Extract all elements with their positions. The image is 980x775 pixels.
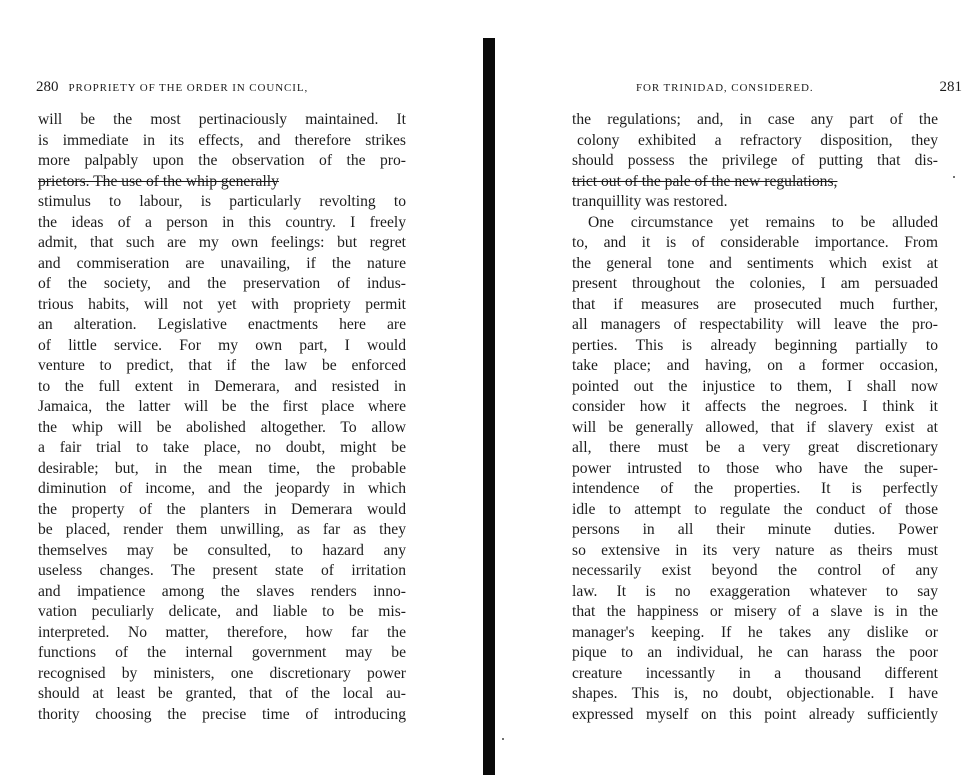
- text-line: intendence of the properties. It is perfectly: [572, 480, 938, 497]
- left-running-header: [36, 79, 408, 95]
- text-line: pique to an individual, he can harass the poor: [572, 644, 938, 661]
- text-line: should possess the privilege of putting that dis-: [572, 152, 938, 169]
- text-line: that the happiness or misery of a slave is in the: [572, 603, 938, 620]
- text-line: stimulus to labour, is particularly revolting to: [38, 193, 406, 210]
- book-gutter-spine: [483, 38, 495, 775]
- text-line: an alteration. Legislative enactments here are: [38, 316, 406, 333]
- text-line: more palpably upon the observation of the pro-: [38, 152, 406, 169]
- text-line: the ideas of a person in this country. I freely: [38, 213, 406, 231]
- text-line: and impatience among the slaves renders inno-: [38, 582, 406, 600]
- text-line: desirable; but, in the mean time, the probable: [38, 459, 406, 477]
- text-line: should at least be granted, that of the local au-: [38, 685, 406, 702]
- text-line: present throughout the colonies, I am persuaded: [572, 275, 938, 292]
- text-line: a fair trial to take place, no doubt, might be: [38, 439, 406, 456]
- text-line: vation peculiarly delicate, and liable to be mis-: [38, 603, 406, 620]
- left-running-head: PROPRIETY OF THE ORDER IN COUNCIL,: [68, 82, 309, 94]
- text-line: the whip will be abolished altogether. To allow: [38, 418, 406, 436]
- text-line: of little service. For my own part, I would: [38, 336, 406, 354]
- right-page-text: [572, 110, 938, 725]
- text-line: will be generally allowed, that if slavery exist at: [572, 418, 938, 436]
- text-line: all, there must be a very great discretionary: [572, 439, 938, 456]
- right-page-number: 281: [939, 79, 962, 95]
- left-page: [0, 0, 480, 775]
- text-line: to the full extent in Demerara, and resisted in: [38, 377, 406, 395]
- text-line: creature incessantly in a thousand different: [572, 664, 938, 682]
- text-line: the property of the planters in Demerara would: [38, 500, 406, 518]
- text-line: admit, that such are my own feelings: but regret: [38, 234, 406, 251]
- text-line: perties. This is already beginning partially to: [572, 336, 938, 354]
- text-line: the general tone and sentiments which exist at: [572, 254, 938, 272]
- text-line: shapes. This is, no doubt, objectionable. I have: [572, 685, 938, 702]
- text-line: expressed myself on this point already sufficiently: [572, 705, 938, 723]
- text-line: the regulations; and, in case any part of the: [572, 111, 938, 128]
- ink-speck: [502, 738, 504, 740]
- struck-text-line: prietors. The use of the whip generally: [38, 172, 279, 190]
- left-page-number: 280: [36, 79, 59, 95]
- text-line: be placed, render them unwilling, as far as they: [38, 521, 406, 538]
- left-page-text: [38, 110, 406, 725]
- right-page: [496, 0, 980, 775]
- text-line: venture to predict, that if the law be enforced: [38, 357, 406, 374]
- text-line: power intrusted to those who have the super-: [572, 459, 938, 477]
- text-line: so extensive in its very nature as theirs must: [572, 541, 938, 559]
- text-line: trious habits, will not yet with propriety permit: [38, 295, 406, 313]
- text-line: necessarily exist beyond the control of any: [572, 562, 938, 579]
- text-line: interpreted. No matter, therefore, how far the: [38, 623, 406, 641]
- text-line: will be the most pertinaciously maintained. It: [38, 111, 406, 128]
- text-line: useless changes. The present state of irritation: [38, 562, 406, 579]
- text-line: pointed out the injustice to them, I shall now: [572, 377, 938, 395]
- text-line: manager's keeping. If he takes any dislike or: [572, 623, 938, 641]
- text-line: idle to attempt to regulate the conduct of those: [572, 500, 938, 518]
- text-line: of the society, and the preservation of indus-: [38, 275, 406, 292]
- text-line: all managers of respectability will leave the pro-: [572, 316, 938, 333]
- text-line: functions of the internal government may be: [38, 644, 406, 661]
- text-line: consider how it affects the negroes. I think it: [572, 398, 938, 415]
- struck-text-line: trict out of the pale of the new regulations,: [572, 172, 838, 190]
- text-line: law. It is no exaggeration whatever to say: [572, 582, 938, 600]
- text-line: take place; and having, on a former occasion,: [572, 357, 938, 374]
- text-line: colony exhibited a refractory disposition, they: [577, 131, 938, 149]
- text-line: thority choosing the precise time of introducing: [38, 705, 406, 723]
- right-running-header: [636, 79, 962, 95]
- text-line: tranquillity was restored.: [572, 193, 728, 210]
- text-line: and commiseration are unavailing, if the nature: [38, 254, 406, 272]
- text-line: is immediate in its effects, and therefore strikes: [38, 131, 406, 149]
- ink-speck: [953, 176, 955, 178]
- text-line: that if measures are prosecuted much further,: [572, 295, 938, 313]
- text-line: Jamaica, the latter will be the first place where: [38, 398, 406, 415]
- text-line: recognised by ministers, one discretionary power: [38, 664, 406, 682]
- text-line: diminution of income, and the jeopardy in which: [38, 480, 406, 497]
- text-line: themselves may be consulted, to hazard any: [38, 541, 406, 559]
- text-line: to, and it is of considerable importance. From: [572, 234, 938, 251]
- right-running-head: FOR TRINIDAD, CONSIDERED.: [636, 82, 814, 94]
- text-line: persons in all their minute duties. Power: [572, 521, 938, 538]
- paragraph-first-line: One circumstance yet remains to be alluded: [588, 213, 938, 231]
